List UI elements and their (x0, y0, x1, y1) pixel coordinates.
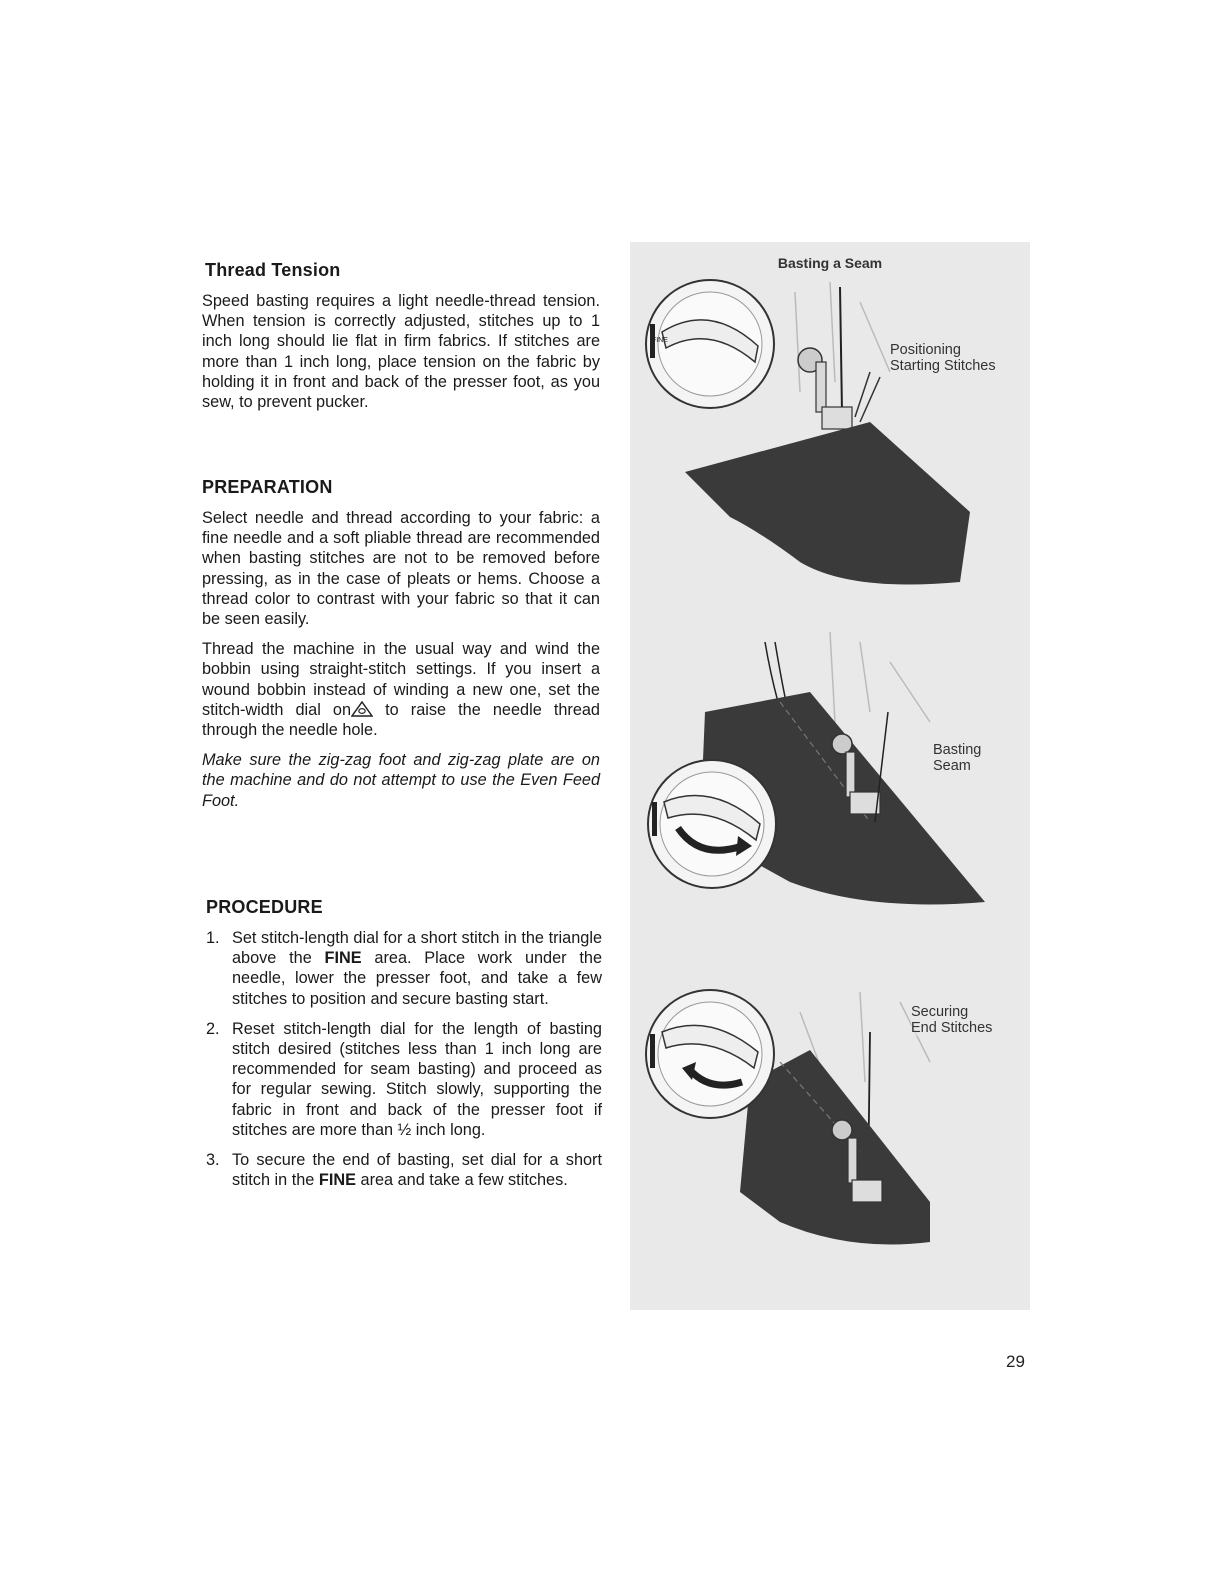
figure-title: Basting a Seam (777, 255, 883, 271)
label-basting-seam: Basting Seam (933, 742, 982, 774)
panel-basting-seam (630, 602, 1030, 952)
stitch-length-dial-icon-3 (646, 990, 774, 1118)
basting-figure (630, 242, 1030, 1310)
stitch-length-dial-icon (646, 280, 774, 408)
panel-securing-end (630, 952, 1030, 1310)
page-number: 29 (1006, 1352, 1025, 1371)
panel-positioning (630, 242, 1030, 602)
stitch-width-triangle-icon (351, 701, 373, 717)
procedure-steps (206, 928, 602, 1190)
thread-tension-heading: Thread Tension (205, 260, 341, 280)
label-securing-end-stitches: Securing End Stitches (911, 1004, 993, 1036)
preparation-para-1: Select needle and thread according to your fabric: a fine needle and a soft pliable thread are recommended when basting stitches are not to be removed before pressing, as in the case of pleats or hems. Choose a thread color to contrast with your fabric so that it can be seen easily. (202, 509, 600, 629)
procedure-step-2: 2. Reset stitch-length dial for the length of basting stitch desired (stitches less than 1 inch long are recommended for seam basting) and proceed as for regular sewing. Stitch slowly, supporting the fabric in front and back of the presser foot if stitches are more than ½ inch long. (206, 1019, 602, 1139)
label-positioning-starting-stitches: Positioning Starting Stitches (890, 342, 996, 374)
fabric-shape (685, 422, 970, 585)
preparation-section (202, 477, 600, 811)
preparation-heading: PREPARATION (202, 477, 333, 497)
procedure-step-1: 1. Set stitch-length dial for a short stitch in the triangle above the FINE area. Place work under the needle, lower the presser foot, and take a few stitches to position and secure basting start. (206, 929, 602, 1008)
procedure-heading: PROCEDURE (206, 897, 323, 917)
stitch-length-dial-icon-2 (648, 760, 776, 888)
thread-tension-body: Speed basting requires a light needle-thread tension. When tension is correctly adjusted, stitches up to 1 inch long should lie flat in firm fabrics. If stitches are more than 1 inch long, place tension on the fabric by holding it in front and back of the presser foot, as you sew, to prevent pucker. (202, 292, 600, 412)
preparation-note: Make sure the zig-zag foot and zig-zag plate are on the machine and do not attempt to use the Even Feed Foot. (202, 751, 600, 810)
preparation-para-2: Thread the machine in the usual way and wind the bobbin using straight-stitch settings. If you insert a wound bobbin instead of winding a new one, set the stitch-width dial on to raise the needle thread through the needle hole. (202, 640, 600, 740)
thread-tension-section (202, 260, 600, 412)
svg-text:FINE: FINE (652, 337, 668, 344)
procedure-step-3: 3. To secure the end of basting, set dial for a short stitch in the FINE area and take a few stitches. (206, 1151, 602, 1190)
procedure-section (206, 897, 602, 1200)
presser-foot-icon (798, 348, 852, 429)
